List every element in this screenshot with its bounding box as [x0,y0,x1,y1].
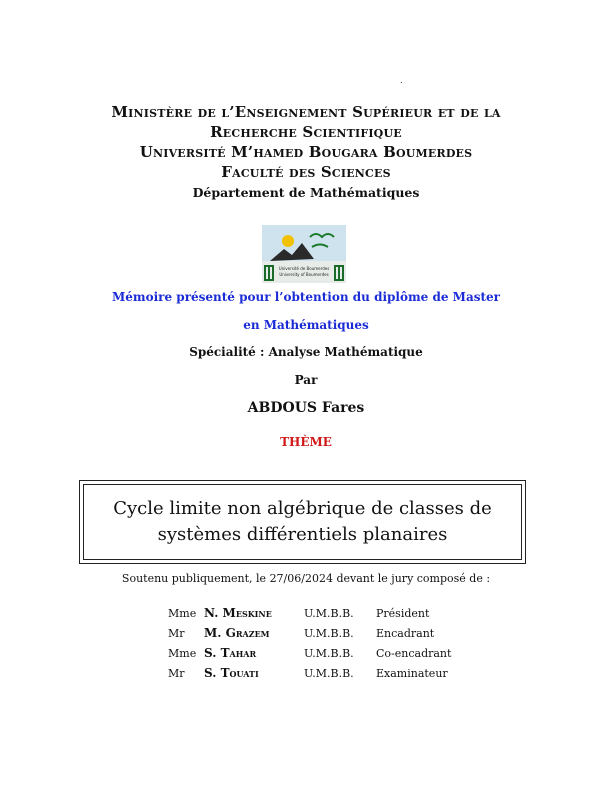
jury-role: Encadrant [376,626,435,640]
jury-title: Mr [168,626,185,640]
jury-row [168,603,476,623]
jury-name: M. Grazem [204,626,270,640]
jury-row [168,643,476,663]
jury-institution: U.M.B.B. [304,646,354,660]
jury-name: S. Tahar [204,646,257,660]
thesis-title: Cycle limite non algébrique de classes de systèmes différentiels planaires [83,484,522,560]
title-frame [79,480,526,564]
university-logo [262,225,346,283]
jury-title: Mme [168,646,197,660]
department-name: Département de Mathématiques [192,185,420,200]
ministry-line-1: Ministère de l’Enseignement Supérieur et de la [111,103,501,121]
memoire-line-1: Mémoire présenté pour l’obtention du diplôme de Master [111,290,500,304]
stray-dot: . [400,76,403,85]
university-name: Université M’hamed Bougara Boumerdes [139,143,473,161]
jury-table [168,603,476,683]
author-name: ABDOUS Fares [247,400,365,416]
jury-institution: U.M.B.B. [304,666,354,680]
memoire-line-2: en Mathématiques [243,318,369,332]
jury-institution: U.M.B.B. [304,626,354,640]
jury-name: S. Touati [204,666,259,680]
defense-statement: Soutenu publiquement, le 27/06/2024 devant le jury composé de : [121,572,491,585]
by-label: Par [294,373,318,387]
jury-role: Président [376,606,430,620]
jury-title: Mr [168,666,185,680]
logo-text-en: University of Boumerdes [279,272,329,277]
jury-role: Co-encadrant [376,646,452,660]
jury-row [168,663,476,683]
logo-text-fr: Université de Boumerdes [278,266,330,271]
jury-role: Examinateur [376,666,448,680]
jury-title: Mme [168,606,197,620]
jury-row [168,623,476,643]
speciality: Spécialité : Analyse Mathématique [189,345,423,359]
faculty-name: Faculté des Sciences [221,163,391,181]
theme-label: THÈME [280,435,332,449]
jury-institution: U.M.B.B. [304,606,354,620]
jury-name: N. Meskine [204,606,272,620]
ministry-line-2: Recherche Scientifique [210,123,402,141]
